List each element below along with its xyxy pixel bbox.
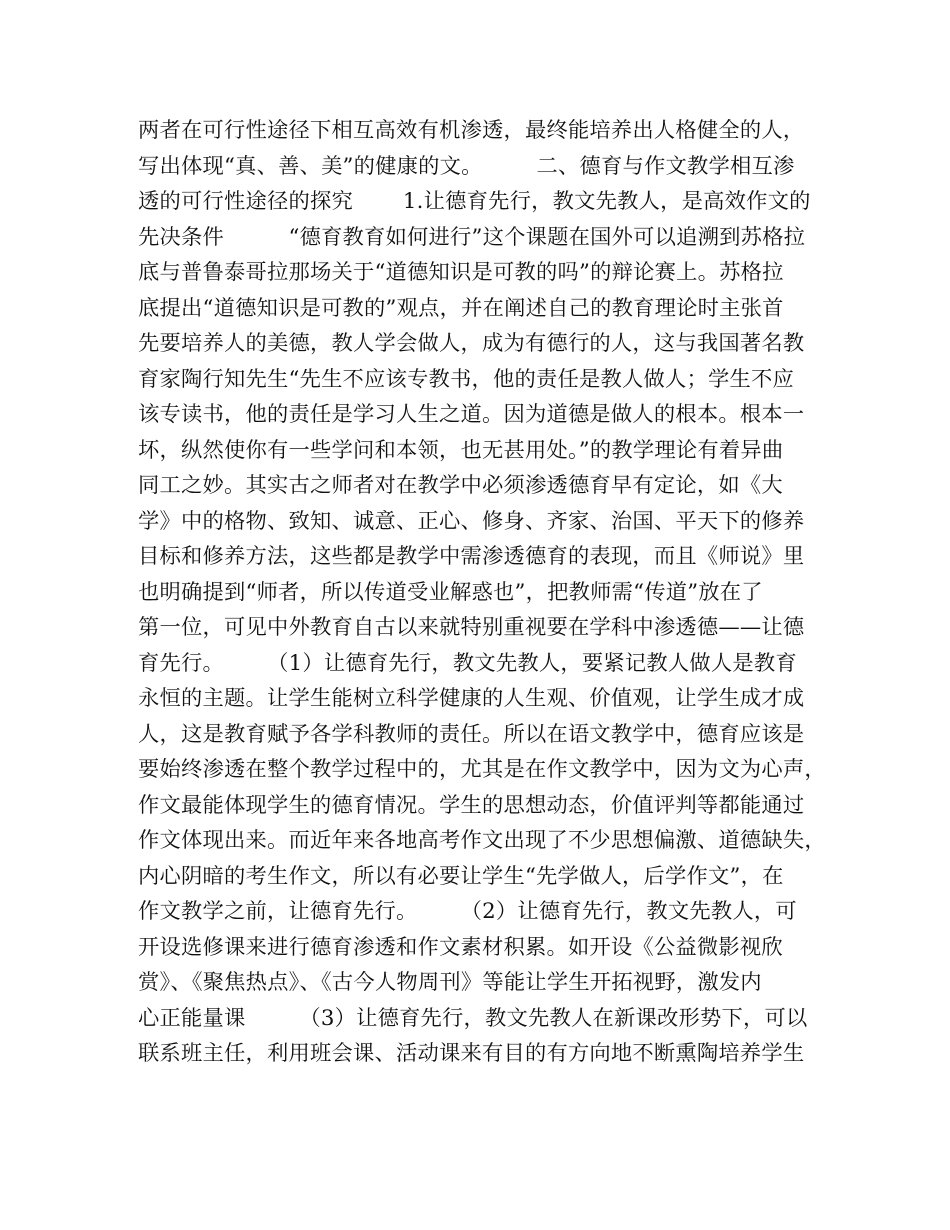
text-line: 开设选修课来进行德育渗透和作文素材积累。如开设《公益微影视欣 [138, 934, 783, 960]
text-line: 作文体现出来。而近年来各地高考作文出现了不少思想偏激、道德缺失， [138, 828, 826, 853]
text-line: 育家陶行知先生“先生不应该专教书，他的责任是教人做人；学生不应 [138, 366, 794, 392]
text-line: 两者在可行性途径下相互高效有机渗透，最终能培养出人格健全的人， [138, 118, 805, 143]
text-line: 人，这是教育赋予各学科教师的责任。所以在语文教学中，德育应该是 [138, 721, 805, 747]
text-line: 永恒的主题。让学生能树立科学健康的人生观、价值观，让学生成才成 [138, 686, 805, 711]
text-line: 育先行。 （1）让德育先行，教文先教人，要紧记教人做人是教育 [138, 650, 797, 676]
text-line: 心正能量课 （3）让德育先行，教文先教人在新课改形势下，可以 [138, 1005, 808, 1031]
text-line: 透的可行性途径的探究 1.让德育先行，教文先教人，是高效作文的 [138, 189, 811, 214]
text-line: 赏》、《聚焦热点》、《古今人物周刊》等能让学生开拓视野，激发内 [138, 970, 762, 995]
text-line: 学》中的格物、致知、诚意、正心、修身、齐家、治国、平天下的修养 [138, 508, 805, 534]
text-line: 底提出“道德知识是可教的”观点，并在阐述自己的教育理论时主张首 [138, 295, 784, 321]
text-line: 作文教学之前，让德育先行。 （2）让德育先行，教文先教人，可 [138, 899, 797, 924]
text-line: 先决条件 “德育教育如何进行”这个课题在国外可以追溯到苏格拉 [138, 224, 806, 250]
body-text [138, 113, 826, 1072]
text-line: 同工之妙。其实古之师者对在教学中必须渗透德育早有定论，如《大 [138, 473, 783, 498]
text-line: 内心阴暗的考生作文，所以有必要让学生“先学做人，后学作文”，在 [138, 863, 784, 889]
text-line: 要始终渗透在整个教学过程中的，尤其是在作文教学中，因为文为心声， [138, 757, 826, 782]
text-line: 目标和修养方法，这些都是教学中需渗透德育的表现，而且《师说》里 [138, 544, 805, 569]
text-line: 坏，纵然使你有一些学问和本领，也无甚用处。”的教学理论有着异曲 [138, 437, 784, 463]
text-line: 该专读书，他的责任是学习人生之道。因为道德是做人的根本。根本一 [138, 402, 805, 427]
text-line: 作文最能体现学生的德育情况。学生的思想动态，价值评判等都能通过 [138, 792, 805, 818]
text-line: 先要培养人的美德，教人学会做人，成为有德行的人，这与我国著名教 [138, 331, 805, 356]
text-line: 联系班主任，利用班会课、活动课来有目的有方向地不断熏陶培养学生 [138, 1041, 805, 1066]
text-line: 第一位，可见中外教育自古以来就特别重视要在学科中渗透德——让德 [138, 615, 805, 640]
text-line: 写出体现“真、善、美”的健康的文。 二、德育与作文教学相互渗 [138, 153, 795, 179]
text-line: 底与普鲁泰哥拉那场关于“道德知识是可教的吗”的辩论赛上。苏格拉 [138, 260, 784, 285]
text-line: 也明确提到“师者，所以传道受业解惑也”，把教师需“传道”放在了 [138, 579, 763, 605]
